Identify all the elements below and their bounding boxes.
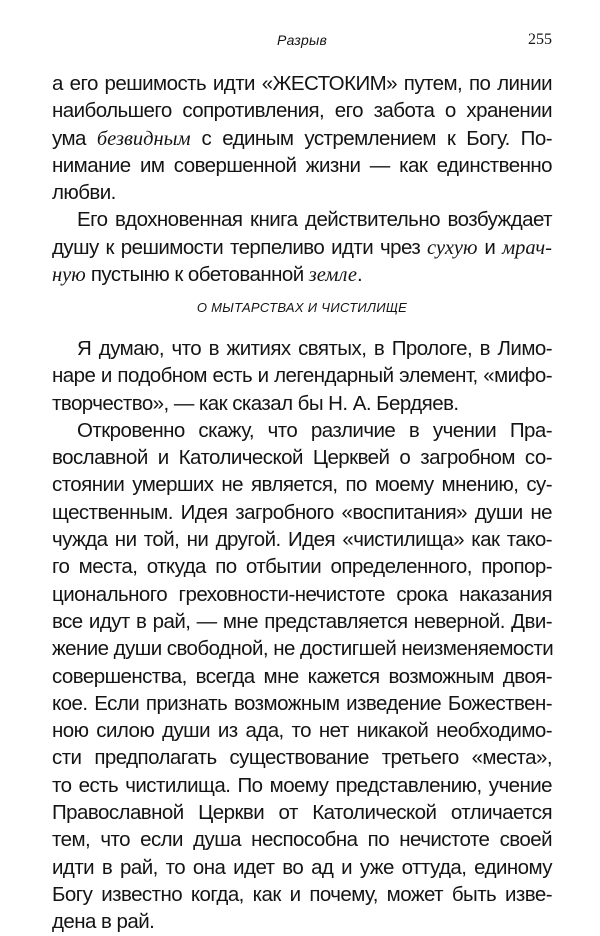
text-line: наре и подобном есть и легендарный элемент, «мифо- — [52, 364, 552, 388]
text-line: щественным. Идея загробного «воспитания» души не — [52, 500, 552, 524]
emphasis: безвидным — [96, 127, 191, 150]
text-line: творчество», — как сказал бы Н. А. Бердяев. — [52, 391, 459, 415]
text-line: Православной Церкви от Католической отличается — [52, 801, 552, 825]
running-title: Разрыв — [277, 32, 327, 48]
text-line: стоянии умерших не является, по моему мнению, су- — [52, 473, 552, 497]
text-block-intro — [52, 70, 552, 288]
text-line: любви. — [52, 181, 116, 205]
section-heading: О МЫТАРСТВАХ И ЧИСТИЛИЩЕ — [196, 300, 408, 315]
page-header — [52, 28, 552, 52]
text-line: чужда ни той, ни другой. Идея «чистилища» как тако- — [52, 528, 552, 552]
emphasis: земле — [308, 264, 357, 287]
text-line: ума безвидным с единым устремлением к Богу. По- — [52, 126, 552, 150]
text-line: Богу известно когда, как и почему, может быть изве- — [52, 882, 552, 906]
text-line: все идут в рай, — мне представляется неверной. Дви- — [52, 609, 552, 633]
text-line: душу к решимости терпеливо идти чрез сухую и мрач- — [52, 235, 552, 259]
text-line: го места, откуда по отбытии определенного, пропор- — [52, 555, 552, 579]
text-line: Откровенно скажу, что различие в учении Пра- — [77, 418, 552, 442]
text-line: Я думаю, что в житиях святых, в Прологе, в Лимо- — [77, 337, 552, 360]
text-line: ную пустыню к обетованной земле. — [52, 263, 363, 287]
text-line: ционального греховности-нечистоте срока наказания — [52, 582, 552, 606]
text-line: кое. Если признать возможным изведение Божествен- — [52, 691, 552, 715]
emphasis: мрач- — [502, 236, 552, 259]
text-line: идти в рай, то она идет во ад и уже оттуда, единому — [52, 855, 552, 879]
text-line: жение души свободной, не достигшей неизменяемости — [52, 637, 554, 661]
emphasis: ную — [52, 264, 86, 287]
text-line: то есть чистилища. По моему представлению, учение — [52, 773, 552, 797]
text-line: нимание им совершенной жизни — как единственно — [52, 153, 552, 177]
text-line: ною силою души из ада, то нет никакой необходимо- — [52, 719, 552, 743]
text-block-section — [52, 335, 552, 936]
text-line: а его решимость идти «ЖЕСТОКИМ» путем, по линии — [52, 72, 552, 95]
text-line: вославной и Католической Церквей о загробном со- — [52, 446, 552, 470]
emphasis: сухую — [427, 236, 478, 259]
text-line: тем, что если душа неспособна по нечистоте своей — [52, 828, 552, 852]
text-line: наибольшего сопротивления, его забота о хранении — [52, 99, 552, 123]
text-line: дена в рай. — [52, 910, 155, 934]
text-line: сти предполагать существование третьего «места», — [52, 746, 552, 770]
text-line: совершенства, всегда мне кажется возможным двоя- — [52, 664, 552, 688]
page-number: 255 — [528, 31, 552, 48]
text-line: Его вдохновенная книга действительно возбуждает — [77, 208, 552, 232]
